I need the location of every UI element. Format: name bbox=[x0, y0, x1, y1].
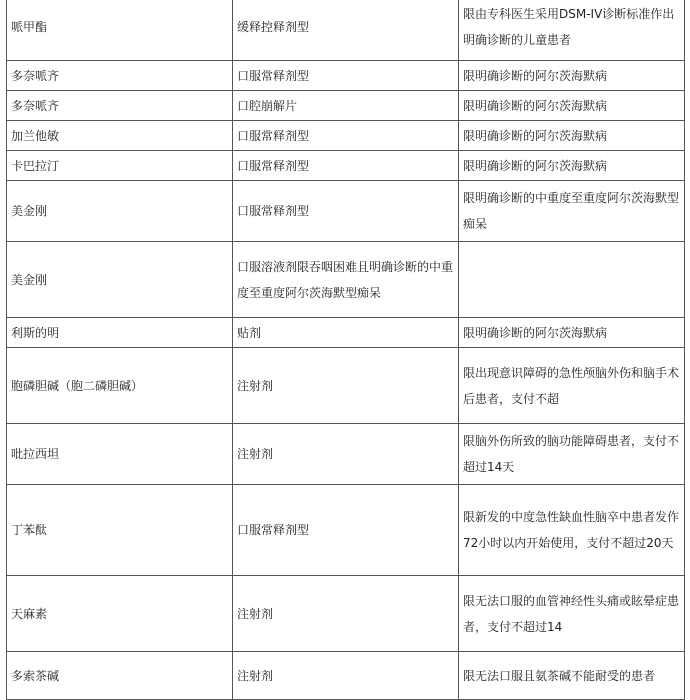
table-row bbox=[7, 151, 685, 181]
drug-name-cell: 哌甲酯 bbox=[7, 0, 233, 61]
restriction-cell: 限新发的中度急性缺血性脑卒中患者发作72小时以内开始使用，支付不超过20天 bbox=[459, 485, 685, 576]
table-row bbox=[7, 91, 685, 121]
dosage-form-cell: 口服溶液剂限吞咽困难且明确诊断的中重度至重度阿尔茨海默型痴呆 bbox=[233, 242, 459, 318]
dosage-form-cell: 口服常释剂型 bbox=[233, 485, 459, 576]
drug-name-cell: 美金刚 bbox=[7, 242, 233, 318]
drug-name-cell: 利斯的明 bbox=[7, 318, 233, 348]
restriction-cell: 限明确诊断的阿尔茨海默病 bbox=[459, 61, 685, 91]
drug-name-cell: 胞磷胆碱（胞二磷胆碱） bbox=[7, 348, 233, 424]
dosage-form-cell: 口服常释剂型 bbox=[233, 61, 459, 91]
dosage-form-cell: 注射剂 bbox=[233, 424, 459, 485]
restriction-cell: 限明确诊断的阿尔茨海默病 bbox=[459, 91, 685, 121]
drug-name-cell: 天麻素 bbox=[7, 576, 233, 652]
table-row bbox=[7, 576, 685, 652]
table-row bbox=[7, 348, 685, 424]
table-row bbox=[7, 242, 685, 318]
drug-name-cell: 卡巴拉汀 bbox=[7, 151, 233, 181]
restriction-cell bbox=[459, 242, 685, 318]
dosage-form-cell: 口腔崩解片 bbox=[233, 91, 459, 121]
dosage-form-cell: 注射剂 bbox=[233, 652, 459, 700]
dosage-form-cell: 贴剂 bbox=[233, 318, 459, 348]
drug-restriction-table bbox=[6, 0, 685, 700]
restriction-cell: 限明确诊断的阿尔茨海默病 bbox=[459, 318, 685, 348]
table-row bbox=[7, 318, 685, 348]
drug-name-cell: 多索茶碱 bbox=[7, 652, 233, 700]
drug-name-cell: 加兰他敏 bbox=[7, 121, 233, 151]
table-row bbox=[7, 485, 685, 576]
table-row bbox=[7, 181, 685, 242]
drug-name-cell: 多奈哌齐 bbox=[7, 61, 233, 91]
dosage-form-cell: 注射剂 bbox=[233, 576, 459, 652]
restriction-cell: 限脑外伤所致的脑功能障碍患者，支付不超过14天 bbox=[459, 424, 685, 485]
drug-name-cell: 丁苯酞 bbox=[7, 485, 233, 576]
restriction-cell: 限无法口服的血管神经性头痛或眩晕症患者，支付不超过14 bbox=[459, 576, 685, 652]
drug-name-cell: 美金刚 bbox=[7, 181, 233, 242]
restriction-cell: 限由专科医生采用DSM-IV诊断标准作出明确诊断的儿童患者 bbox=[459, 0, 685, 61]
drug-name-cell: 吡拉西坦 bbox=[7, 424, 233, 485]
dosage-form-cell: 缓释控释剂型 bbox=[233, 0, 459, 61]
dosage-form-cell: 注射剂 bbox=[233, 348, 459, 424]
table-row bbox=[7, 121, 685, 151]
restriction-cell: 限明确诊断的阿尔茨海默病 bbox=[459, 121, 685, 151]
dosage-form-cell: 口服常释剂型 bbox=[233, 121, 459, 151]
restriction-cell: 限明确诊断的阿尔茨海默病 bbox=[459, 151, 685, 181]
restriction-cell: 限出现意识障碍的急性颅脑外伤和脑手术后患者，支付不超 bbox=[459, 348, 685, 424]
restriction-cell: 限明确诊断的中重度至重度阿尔茨海默型痴呆 bbox=[459, 181, 685, 242]
table-row bbox=[7, 61, 685, 91]
table-row bbox=[7, 652, 685, 700]
table-row bbox=[7, 424, 685, 485]
drug-name-cell: 多奈哌齐 bbox=[7, 91, 233, 121]
dosage-form-cell: 口服常释剂型 bbox=[233, 181, 459, 242]
restriction-cell: 限无法口服且氨茶碱不能耐受的患者 bbox=[459, 652, 685, 700]
dosage-form-cell: 口服常释剂型 bbox=[233, 151, 459, 181]
table-row bbox=[7, 0, 685, 61]
